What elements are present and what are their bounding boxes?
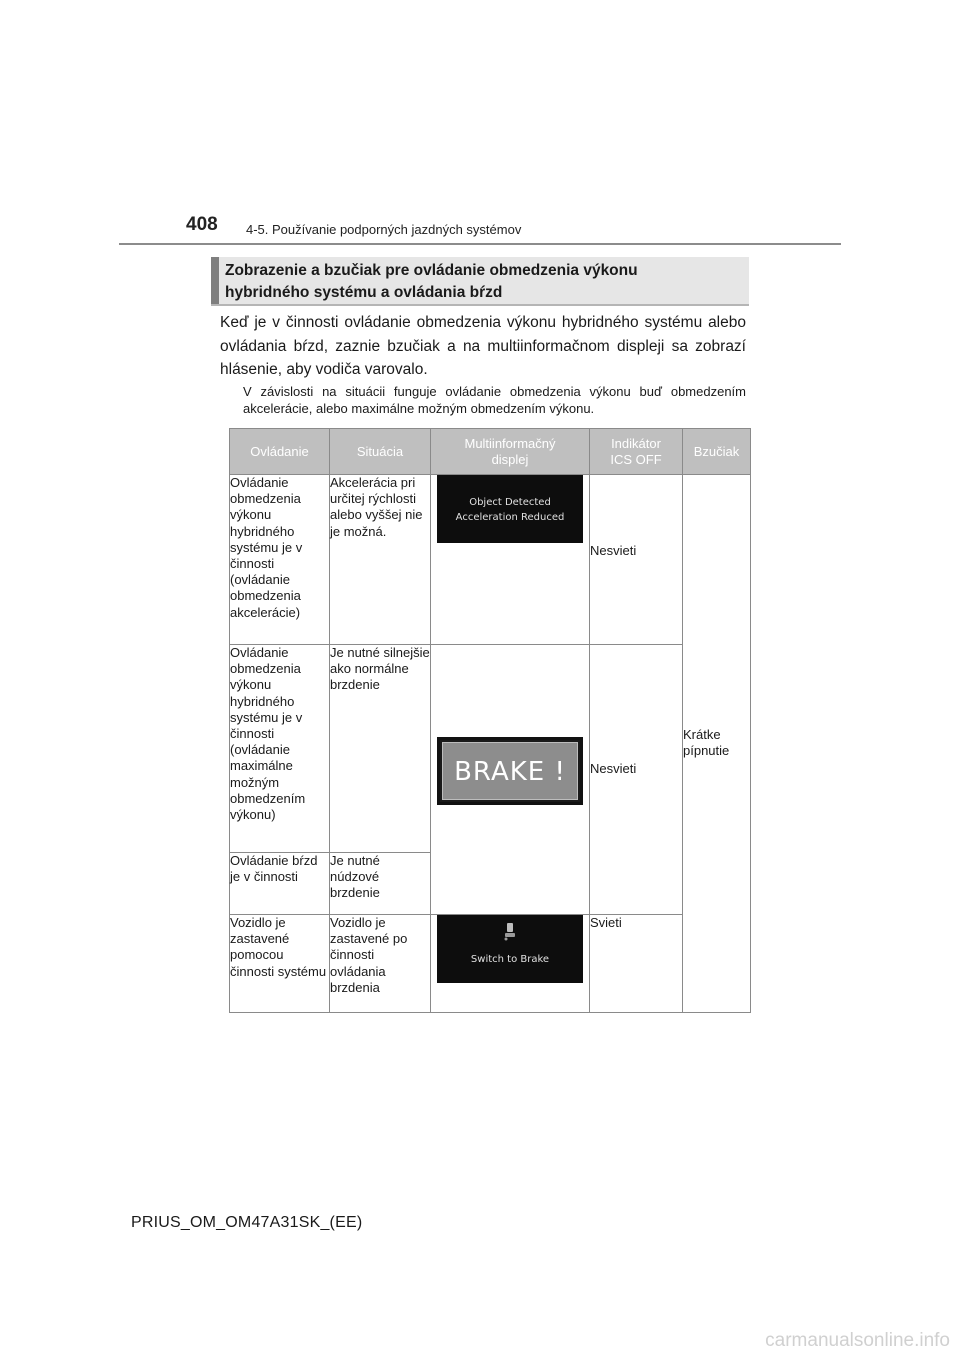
cell-indicator: Svieti xyxy=(590,915,683,1013)
header-display: Multiinformačný displej xyxy=(431,429,590,475)
cell-display xyxy=(431,645,590,915)
cell-indicator: Nesvieti xyxy=(590,475,683,645)
header-indicator: Indikátor ICS OFF xyxy=(590,429,683,475)
section-title-line-2: hybridného systému a ovládania bŕzd xyxy=(225,284,503,301)
cell-display xyxy=(431,475,590,645)
display-line: Switch to Brake xyxy=(470,954,550,965)
brake-pedal-icon xyxy=(503,923,517,941)
table-header-row xyxy=(230,429,751,475)
footer-document-code: PRIUS_OM_OM47A31SK_(EE) xyxy=(131,1214,363,1231)
display-screen-switch-to-brake xyxy=(437,915,583,983)
display-screen-brake xyxy=(437,737,583,805)
cell-buzzer: Krátke pípnutie xyxy=(683,475,751,1013)
cell-situation: Je nutné silnejšie ako normálne brzdenie xyxy=(330,645,431,853)
section-title-box xyxy=(211,257,749,305)
header-situation: Situácia xyxy=(330,429,431,475)
cell-situation: Je nutné núdzové brzdenie xyxy=(330,853,431,915)
display-line-1: Object Detected xyxy=(469,497,551,508)
page-number: 408 xyxy=(186,214,218,235)
cell-indicator: Nesvieti xyxy=(590,645,683,915)
cell-control: Ovládanie obmedzenia výkonu hybridného systému je v činnosti (ovládanie maximálne možným obmedzením výkonu) xyxy=(230,645,330,853)
section-title-line-1: Zobrazenie a bzučiak pre ovládanie obmedzenia výkonu xyxy=(225,262,638,279)
cell-situation: Akcelerácia pri určitej rýchlosti alebo vyššej nie je možná. xyxy=(330,475,431,645)
table-row xyxy=(230,915,751,1013)
note-paragraph: V závislosti na situácii funguje ovládanie obmedzenia výkonu buď obmedzením akcelerácie, alebo maximálne možným obmedzením výkonu. xyxy=(243,384,746,416)
control-table xyxy=(229,428,751,1013)
display-screen-object-detected xyxy=(437,475,583,543)
cell-control: Ovládanie bŕzd je v činnosti xyxy=(230,853,330,915)
intro-paragraph: Keď je v činnosti ovládanie obmedzenia výkonu hybridného systému alebo ovládania bŕzd, zaznie bzučiak a na multiinformačnom displeji sa zobrazí hlásenie, aby vodiča varovalo. xyxy=(220,314,746,379)
header-buzzer: Bzučiak xyxy=(683,429,751,475)
section-underline xyxy=(211,304,749,306)
display-line-2: Acceleration Reduced xyxy=(455,512,565,523)
table-row xyxy=(230,475,751,645)
table-row xyxy=(230,645,751,853)
running-header: 4-5. Používanie podporných jazdných systémov xyxy=(246,222,522,237)
watermark: carmanualsonline.info xyxy=(765,1330,950,1351)
cell-situation: Vozidlo je zastavené po činnosti ovládania brzdenia xyxy=(330,915,431,1013)
header-rule xyxy=(119,243,841,245)
cell-control: Ovládanie obmedzenia výkonu hybridného systému je v činnosti (ovládanie obmedzenia akcelerácie) xyxy=(230,475,330,645)
brake-warning-text: BRAKE ! xyxy=(442,742,578,800)
header-control: Ovládanie xyxy=(230,429,330,475)
cell-display xyxy=(431,915,590,1013)
cell-control: Vozidlo je zastavené pomocou činnosti systému xyxy=(230,915,330,1013)
